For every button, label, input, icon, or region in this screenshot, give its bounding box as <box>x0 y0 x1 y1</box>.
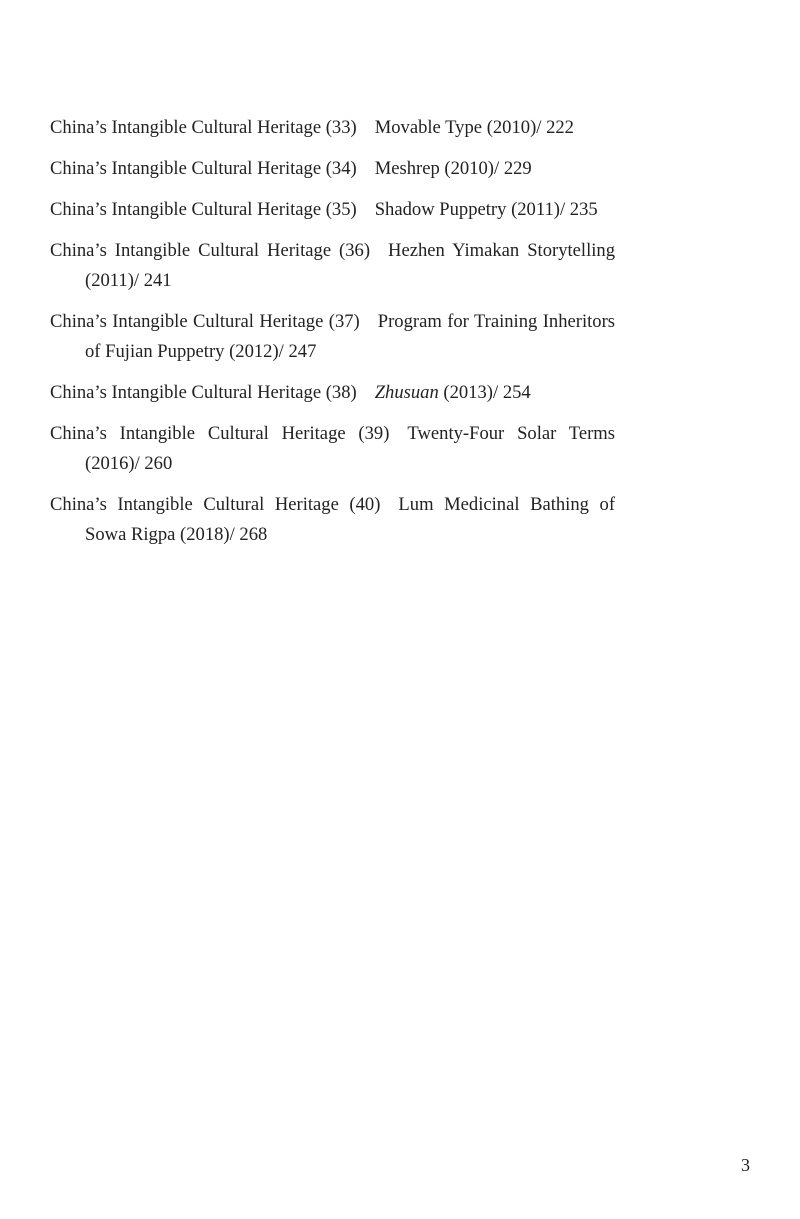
entry-title: Lum Medicinal Bathing of Sowa Rigpa <box>85 494 616 545</box>
toc-entry-39 <box>50 419 615 479</box>
entry-title: Zhusuan <box>374 382 439 403</box>
entry-title: Twenty-Four Solar Terms <box>407 423 616 444</box>
table-of-contents <box>50 113 615 561</box>
entry-series: China’s Intangible Cultural Heritage (33) <box>50 117 357 138</box>
entry-year-page: (2012)/ 247 <box>224 341 317 362</box>
entry-title: Movable Type <box>374 117 483 138</box>
toc-entry-33 <box>50 113 615 143</box>
entry-series: China’s Intangible Cultural Heritage (34) <box>50 158 357 179</box>
toc-entry-40 <box>50 490 615 550</box>
entry-series: China’s Intangible Cultural Heritage (36) <box>50 240 371 261</box>
entry-series: China’s Intangible Cultural Heritage (35) <box>50 199 357 220</box>
entry-series: China’s Intangible Cultural Heritage (39) <box>50 423 390 444</box>
entry-series: China’s Intangible Cultural Heritage (40) <box>50 494 381 515</box>
toc-entry-35 <box>50 195 615 225</box>
entry-series: China’s Intangible Cultural Heritage (38) <box>50 382 357 403</box>
entry-series: China’s Intangible Cultural Heritage (37) <box>50 311 360 332</box>
entry-title: Hezhen Yimakan Storytelling <box>388 240 616 261</box>
entry-year-page: (2010)/ 229 <box>439 158 532 179</box>
entry-year-page: (2011)/ 235 <box>506 199 598 220</box>
entry-title: Meshrep <box>374 158 440 179</box>
entry-title: Program for Training Inheritors of Fujian Puppetry <box>85 311 616 362</box>
toc-entry-36 <box>50 236 615 296</box>
entry-year-page: (2011)/ 241 <box>85 270 172 291</box>
entry-title: Shadow Puppetry <box>374 199 507 220</box>
entry-year-page: (2010)/ 222 <box>482 117 574 138</box>
entry-year-page: (2013)/ 254 <box>438 382 531 403</box>
page-number: 3 <box>741 1155 750 1175</box>
entry-year-page: (2016)/ 260 <box>85 453 173 474</box>
entry-year-page: (2018)/ 268 <box>175 524 268 545</box>
toc-entry-37 <box>50 307 615 367</box>
toc-entry-34 <box>50 154 615 184</box>
toc-entry-38 <box>50 378 615 408</box>
